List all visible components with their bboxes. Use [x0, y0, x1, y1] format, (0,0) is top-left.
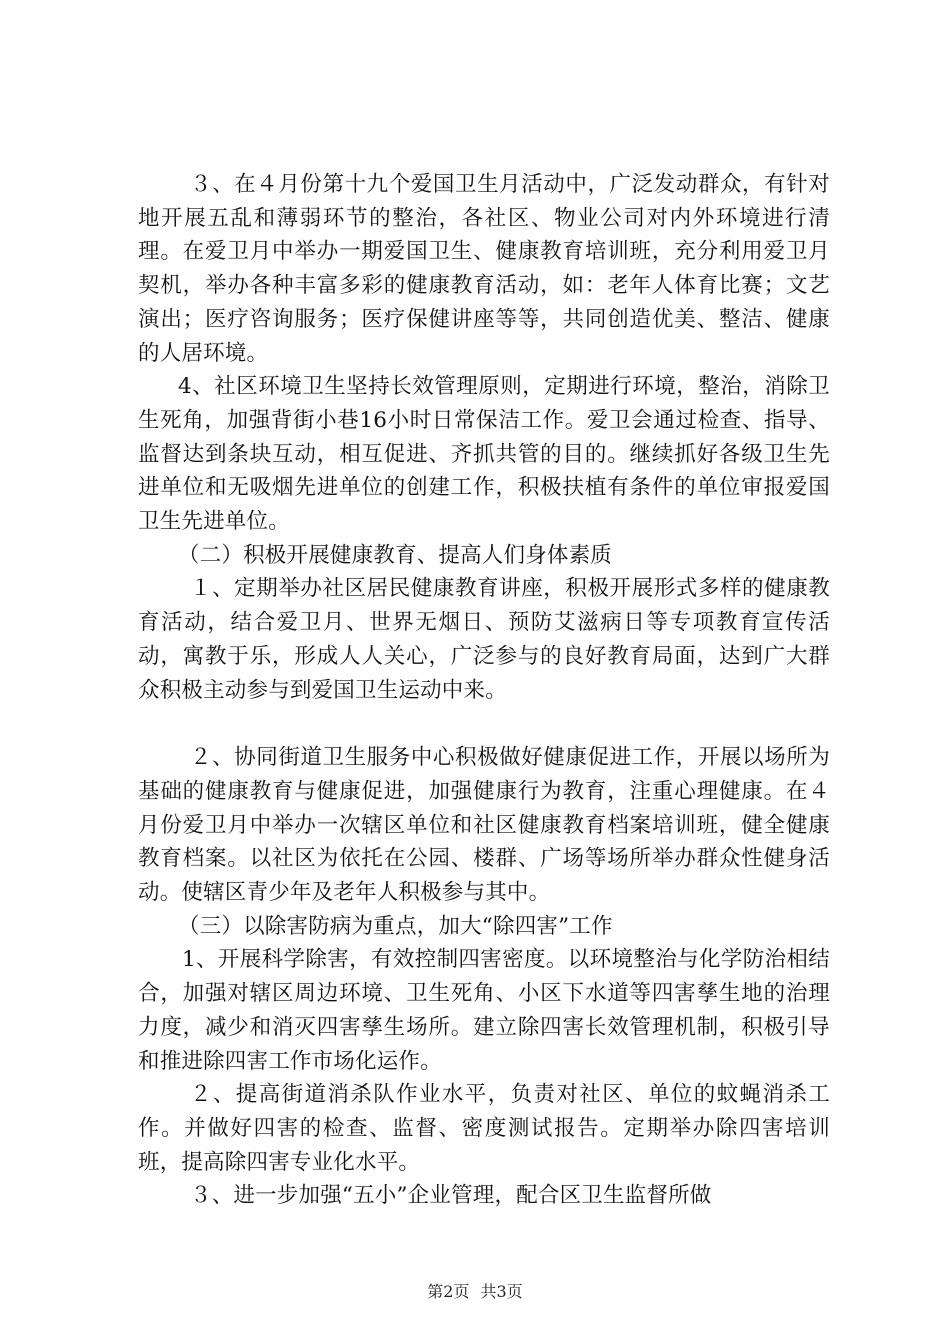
paragraph-health-2: ２、协同街道卫生服务中心积极做好健康促进工作，开展以场所为基础的健康教育与健康促进，加强健康行为教育，注重心理健康。在４月份爱卫月中举办一次辖区单位和社区健康教育档案培训班，健全健康教育档案。以社区为依托在公园、楼群、广场等场所举办群众性健身活动。使辖区青少年及老年人积极参与其中。	[138, 745, 830, 906]
page-footer	[0, 1282, 950, 1302]
paragraph-item-3: ３、在４月份第十九个爱国卫生月活动中，广泛发动群众，有针对地开展五乱和薄弱环节的整治，各社区、物业公司对内外环境进行清理。在爱卫月中举办一期爱国卫生、健康教育培训班，充分利用爱卫月契机，举办各种丰富多彩的健康教育活动，如：老年人体育比赛；文艺演出；医疗咨询服务；医疗保健讲座等等，共同创造优美、整洁、健康的人居环境。	[138, 172, 830, 366]
paragraph-health-1: １、定期举办社区居民健康教育讲座，积极开展形式多样的健康教育活动，结合爱卫月、世界无烟日、预防艾滋病日等专项教育宣传活动，寓教于乐，形成人人关心，广泛参与的良好教育局面，达到广大群众积极主动参与到爱国卫生运动中来。	[138, 576, 830, 703]
paragraph-pest-2: ２、提高街道消杀队作业水平，负责对社区、单位的蚊蝇消杀工作。并做好四害的检查、监督、密度测试报告。定期举办除四害培训班，提高除四害专业化水平。	[138, 1082, 830, 1175]
paragraph-pest-3: ３、进一步加强“五小”企业管理，配合区卫生监督所做	[190, 1183, 712, 1209]
page-total: 共3页	[480, 1282, 523, 1301]
section-heading-2: （二）积极开展健康教育、提高人们身体素质	[178, 542, 613, 568]
paragraph-item-4: 4、社区环境卫生坚持长效管理原则，定期进行环境，整治，消除卫生死角，加强背街小巷16小时日常保洁工作。爱卫会通过检查、指导、监督达到条块互动，相互促进、齐抓共管的目的。继续抓好各级卫生先进单位和无吸烟先进单位的创建工作，积极扶植有条件的单位审报爱国卫生先进单位。	[138, 374, 830, 535]
paragraph-pest-1: 1、开展科学除害，有效控制四害密度。以环境整治与化学防治相结合，加强对辖区周边环境、卫生死角、小区下水道等四害孳生地的治理力度，减少和消灭四害孳生场所。建立除四害长效管理机制，积极引导和推进除四害工作市场化运作。	[138, 947, 830, 1074]
paragraph-gap	[138, 707, 830, 741]
document-body	[138, 168, 830, 1213]
page-number: 第2页	[427, 1282, 470, 1301]
section-heading-3: （三）以除害防病为重点，加大“除四害”工作	[178, 913, 613, 939]
